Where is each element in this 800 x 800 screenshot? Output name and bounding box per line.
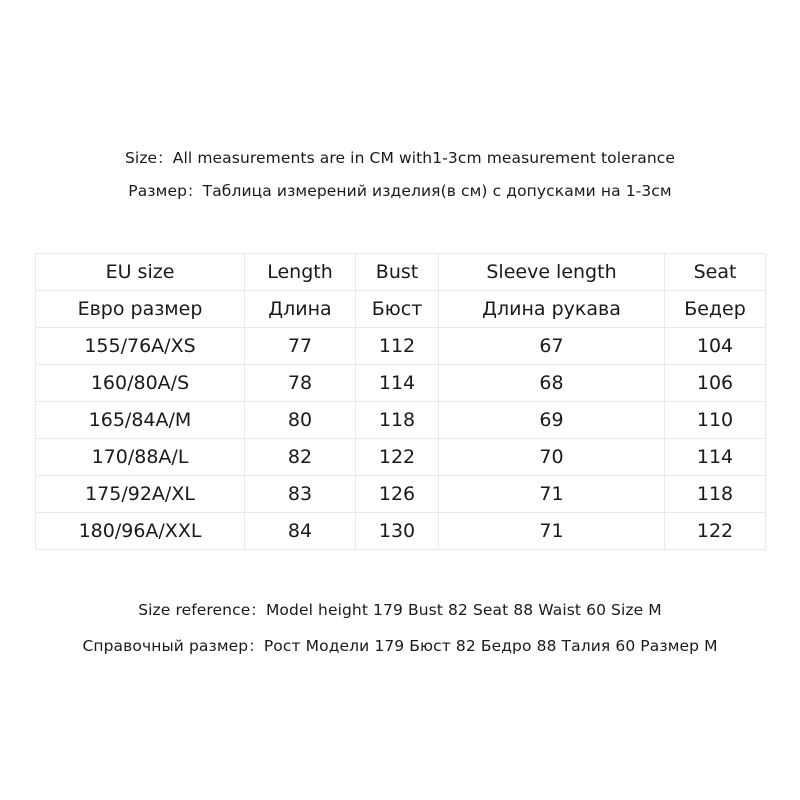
table-row <box>36 439 766 476</box>
cell-size: 175/92A/XL <box>36 476 245 513</box>
header-eu-size-ru: Евро размер <box>36 291 245 328</box>
cell-sleeve-length: 70 <box>439 439 665 476</box>
header-eu-size: EU size <box>36 254 245 291</box>
cell-seat: 114 <box>665 439 766 476</box>
size-chart-table <box>35 253 766 550</box>
cell-size: 165/84A/M <box>36 402 245 439</box>
cell-size: 155/76A/XS <box>36 328 245 365</box>
header-length: Length <box>245 254 356 291</box>
table-row <box>36 476 766 513</box>
cell-bust: 130 <box>356 513 439 550</box>
cell-length: 80 <box>245 402 356 439</box>
cell-length: 84 <box>245 513 356 550</box>
header-seat-ru: Бедер <box>665 291 766 328</box>
cell-sleeve-length: 71 <box>439 513 665 550</box>
cell-seat: 110 <box>665 402 766 439</box>
measurement-note-ru: Размер：Таблица измерений изделия(в см) с допусками на 1-3см <box>128 182 672 200</box>
header-seat: Seat <box>665 254 766 291</box>
size-reference-ru: Справочный размер：Рост Модели 179 Бюст 82 Бедро 88 Талия 60 Размер M <box>82 637 718 655</box>
header-row-ru <box>36 291 766 328</box>
header-length-ru: Длина <box>245 291 356 328</box>
cell-size: 180/96A/XXL <box>36 513 245 550</box>
cell-sleeve-length: 68 <box>439 365 665 402</box>
cell-bust: 122 <box>356 439 439 476</box>
header-bust-ru: Бюст <box>356 291 439 328</box>
cell-sleeve-length: 71 <box>439 476 665 513</box>
table-row <box>36 328 766 365</box>
header-row-en <box>36 254 766 291</box>
cell-seat: 104 <box>665 328 766 365</box>
table-row <box>36 365 766 402</box>
cell-sleeve-length: 69 <box>439 402 665 439</box>
cell-length: 83 <box>245 476 356 513</box>
cell-bust: 118 <box>356 402 439 439</box>
cell-bust: 126 <box>356 476 439 513</box>
cell-size: 170/88A/L <box>36 439 245 476</box>
cell-sleeve-length: 67 <box>439 328 665 365</box>
table-row <box>36 402 766 439</box>
header-sleeve-length: Sleeve length <box>439 254 665 291</box>
size-reference-en: Size reference：Model height 179 Bust 82 Seat 88 Waist 60 Size M <box>138 601 662 619</box>
cell-length: 77 <box>245 328 356 365</box>
measurement-note-en: Size：All measurements are in CM with1-3cm measurement tolerance <box>124 149 676 167</box>
header-bust: Bust <box>356 254 439 291</box>
cell-size: 160/80A/S <box>36 365 245 402</box>
header-sleeve-length-ru: Длина рукава <box>439 291 665 328</box>
cell-seat: 106 <box>665 365 766 402</box>
cell-length: 78 <box>245 365 356 402</box>
cell-bust: 114 <box>356 365 439 402</box>
cell-seat: 122 <box>665 513 766 550</box>
cell-seat: 118 <box>665 476 766 513</box>
cell-length: 82 <box>245 439 356 476</box>
cell-bust: 112 <box>356 328 439 365</box>
table-row <box>36 513 766 550</box>
